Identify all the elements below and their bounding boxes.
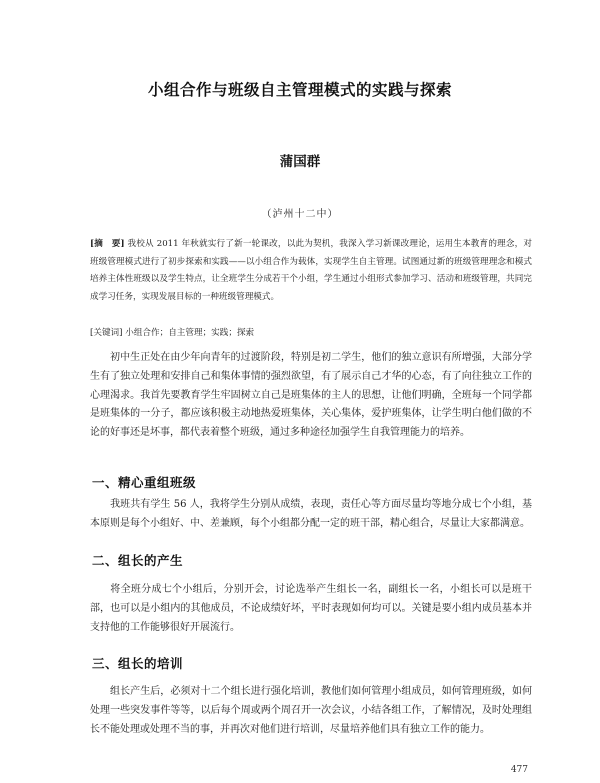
intro-paragraph [90, 349, 532, 443]
keywords [90, 326, 532, 338]
abstract-label: [摘 要] [90, 239, 125, 249]
keywords-text: 小组合作；自主管理；实践；探索 [125, 328, 255, 338]
paper-title: 小组合作与班级自主管理模式的实践与探索 [147, 81, 452, 99]
section-paragraph [90, 581, 532, 637]
section-text: 组长产生后，必须对十二个组长进行强化培训，教他们如何管理小组成员，如何管理班级，如何处理一些突发事件等等，以后每个周或两个周召开一次会议，小结各组工作，了解情况，及时处理组长不能处理或处理不当的事，并再次对他们进行培训，尽量培养他们具有独立工作的能力。 [90, 686, 532, 735]
section-text: 我班共有学生 56 人，我将学生分别从成绩，表现，责任心等方面尽量均等地分成七个小组，基本原则是每个小组好、中、差兼顾，每个小组都分配一定的班干部，精心组合，尽量让大家都满意。 [90, 499, 532, 529]
section-heading: 二、组长的产生 [92, 553, 184, 568]
section-text: 将全班分成七个小组后，分别开会，讨论选举产生组长一名，副组长一名，小组长可以是班干部，也可以是小组内的其他成员，不论成绩好坏，平时表现如何均可以。关键是要小组内成员基本并支持他的工作能够很好开展流行。 [90, 584, 532, 633]
keywords-label: [关键词] [90, 328, 123, 338]
author-name: 蒲国群 [279, 154, 321, 170]
abstract [90, 236, 532, 306]
section-paragraph [90, 496, 532, 534]
abstract-text: 我校从 2011 年秋就实行了新一轮课改，以此为契机，我深入学习新课改理论，运用生本教育的理念，对班级管理模式进行了初步探索和实践——以小组合作为载体，实现学生自主管理。试图通过新的班级管理理念和模式培养主体性班级以及学生特点，让全班学生分成若干个小组，学生通过小组形式参加学习、活动和班级管理，共同完成学习任务，实现发展目标的一种班级管理模式。 [90, 239, 532, 302]
author-affiliation: （泸州十二中） [261, 209, 339, 220]
section-paragraph [90, 683, 532, 739]
section-heading: 一、精心重组班级 [92, 475, 197, 490]
intro-text: 初中生正处在由少年向青年的过渡阶段，特别是初二学生，他们的独立意识有所增强，大部分学生有了独立处理和安排自己和集体事情的强烈欲望，有了展示自己才华的心态，有了向往独立工作的心理渴求。我首先要教育学生牢固树立自己是班集体的主人的思想，让他们明确，全班每一个同学都是班集体的一分子，都应该积极主动地热爱班集体，关心集体，爱护班集体，让学生明白他们做的不论的好事还是坏事，都代表着整个班级，通过多种途径加强学生自我管理能力的培养。 [90, 352, 532, 439]
section-heading: 三、组长的培训 [92, 656, 184, 671]
page-number: 477 [510, 765, 528, 775]
